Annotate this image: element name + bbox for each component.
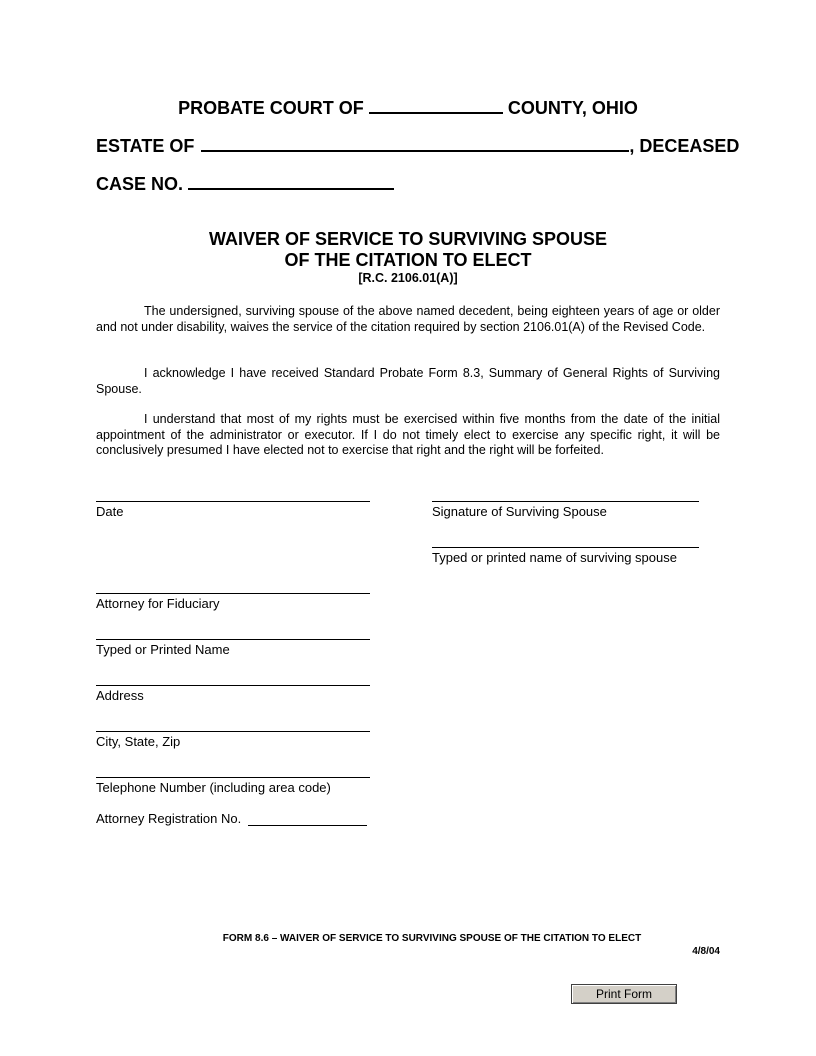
date-line[interactable] [96, 501, 370, 502]
statute-reference: [R.C. 2106.01(A)] [358, 271, 458, 285]
case-line [96, 172, 394, 195]
form-title-line2: OF THE CITATION TO ELECT [284, 250, 532, 270]
attorney-label: Attorney for Fiduciary [96, 596, 220, 611]
address-label: Address [96, 688, 144, 703]
court-heading [0, 96, 816, 119]
printed-name-label: Typed or Printed Name [96, 642, 230, 657]
date-label: Date [96, 504, 124, 519]
case-no-field[interactable] [188, 172, 394, 190]
registration-label: Attorney Registration No. [96, 811, 242, 826]
form-title-line1: WAIVER OF SERVICE TO SURVIVING SPOUSE [208, 229, 608, 249]
case-no-label: CASE NO. [96, 174, 184, 194]
decedent-name-field[interactable] [201, 134, 629, 152]
registration-field[interactable] [248, 825, 367, 826]
acknowledgement-text: I acknowledge I have received Standard Probate Form 8.3, Summary of General Rights of Surviving Spouse. [96, 366, 720, 396]
estate-prefix: ESTATE OF [96, 136, 195, 156]
spouse-signature-line[interactable] [432, 501, 699, 502]
telephone-line[interactable] [96, 777, 370, 778]
court-suffix: COUNTY, OHIO [507, 98, 638, 118]
county-field[interactable] [369, 96, 503, 114]
rights-text: I understand that most of my rights must be exercised within five months from the date of the initial appointment of the administrator or executor. If I do not timely elect to exercise any specific right, it will be conclusively presumed I have elected not to exercise that right and the right will be forfeited. [96, 412, 720, 457]
address-line[interactable] [96, 685, 370, 686]
court-prefix: PROBATE COURT OF [178, 98, 364, 118]
telephone-label: Telephone Number (including area code) [96, 780, 331, 795]
city-state-zip-line[interactable] [96, 731, 370, 732]
acknowledgement-paragraph [96, 366, 720, 397]
attorney-line[interactable] [96, 593, 370, 594]
printed-name-line[interactable] [96, 639, 370, 640]
estate-line [96, 134, 739, 157]
spouse-printed-name-line[interactable] [432, 547, 699, 548]
form-footer-title: FORM 8.6 – WAIVER OF SERVICE TO SURVIVING SPOUSE OF THE CITATION TO ELECT [222, 933, 642, 944]
waiver-text: The undersigned, surviving spouse of the above named decedent, being eighteen years of age or older and not under disability, waives the service of the citation required by section 2106.01(A) of the Revised Code. [96, 304, 720, 334]
print-form-button[interactable]: Print Form [571, 984, 677, 1004]
estate-suffix: , DECEASED [629, 136, 740, 156]
spouse-printed-name-label: Typed or printed name of surviving spouse [432, 550, 677, 565]
spouse-signature-label: Signature of Surviving Spouse [432, 504, 607, 519]
city-state-zip-label: City, State, Zip [96, 734, 181, 749]
waiver-paragraph [96, 304, 720, 335]
revision-date: 4/8/04 [692, 946, 720, 957]
rights-paragraph [96, 412, 720, 459]
